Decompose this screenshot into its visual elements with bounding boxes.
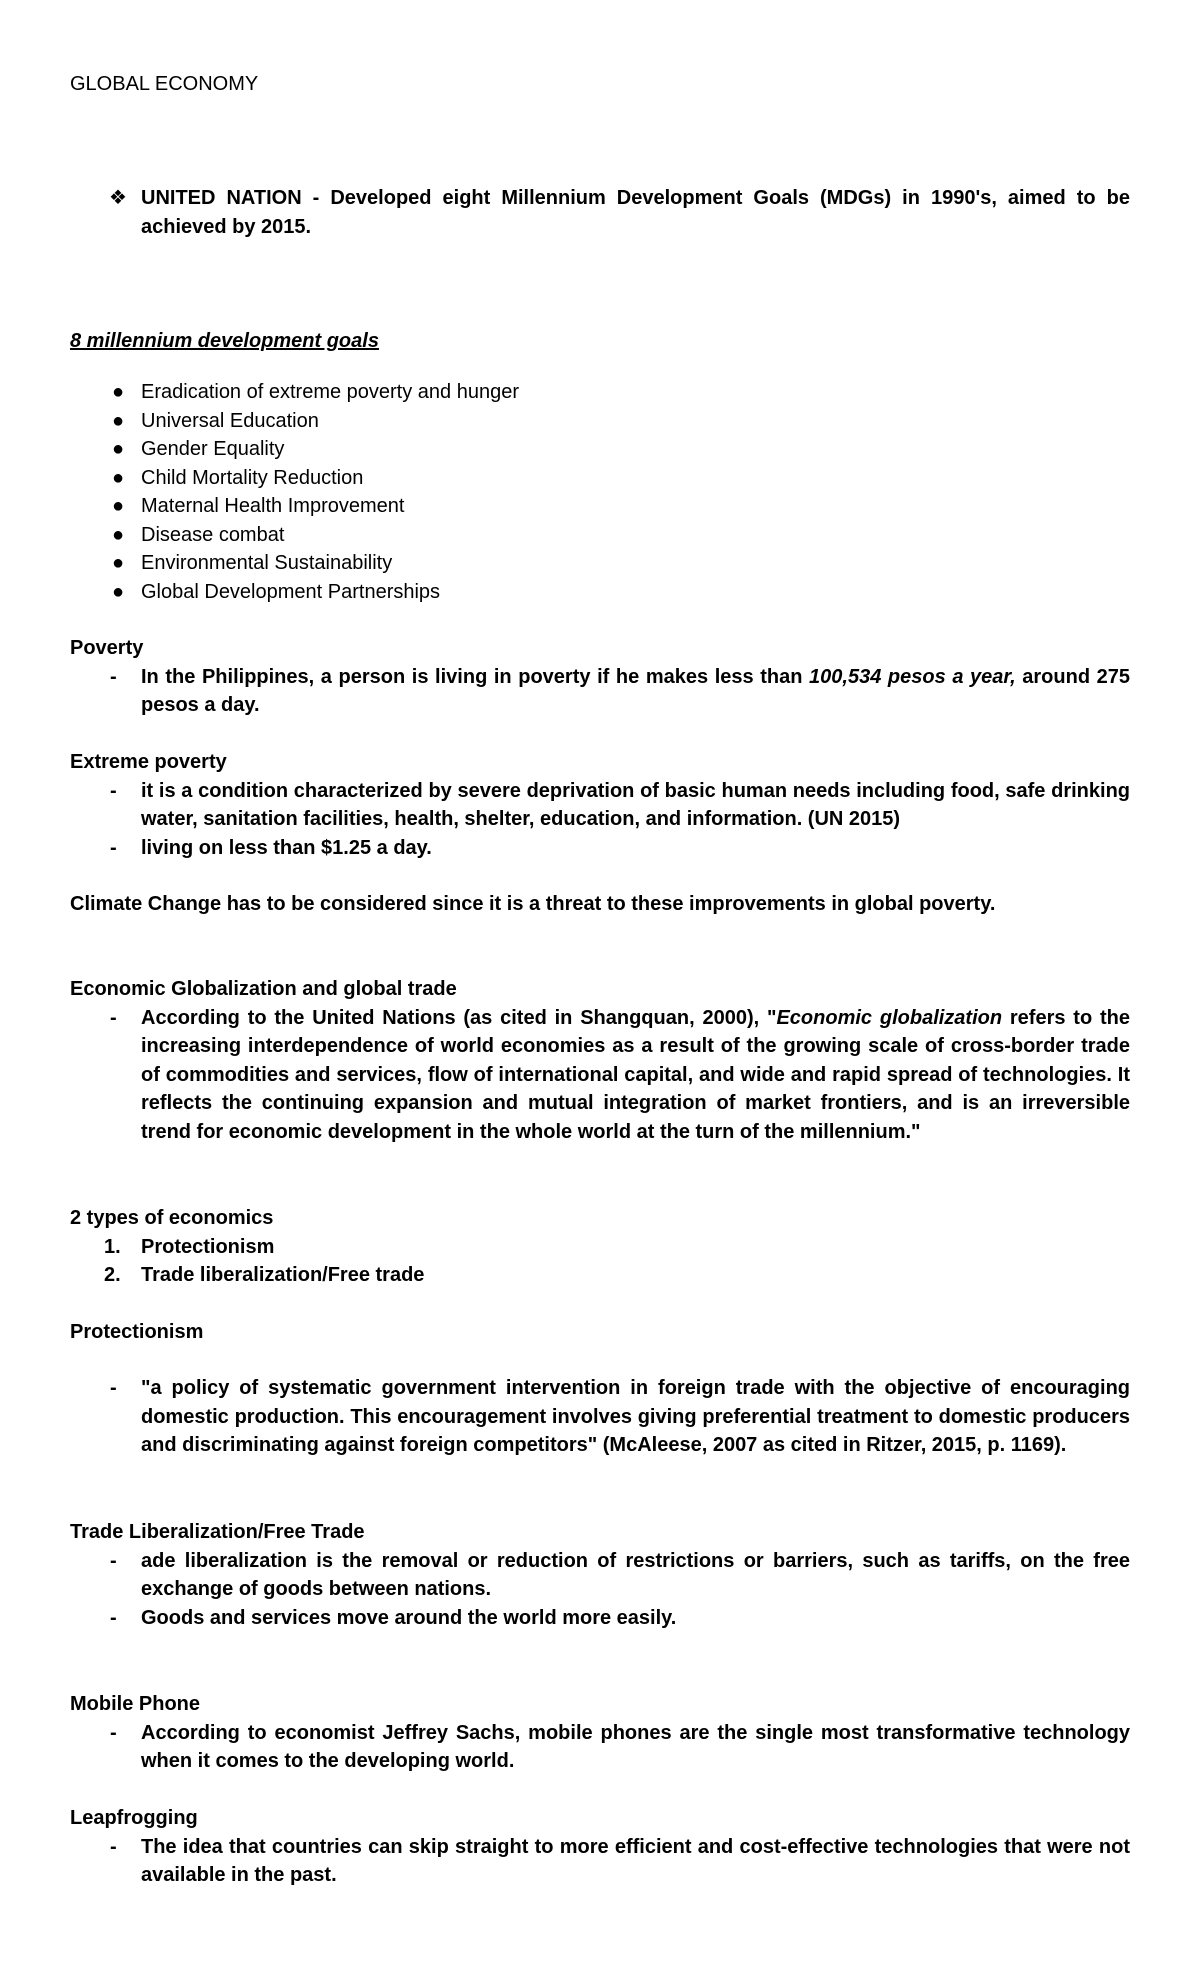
list-item	[70, 578, 1130, 607]
section-heading: 2 types of economics	[70, 1207, 274, 1229]
trade-item: ade liberalization is the removal or reduction of restrictions or barriers, such as tariffs, on the free exchange of goods between nations.	[141, 1549, 1130, 1600]
dash-bullet: -	[110, 1606, 117, 1629]
poverty-text	[141, 663, 1130, 720]
diamond-bullet-icon: ❖	[109, 187, 127, 209]
section-heading: Mobile Phone	[70, 1693, 200, 1715]
mdg-item: Child Mortality Reduction	[141, 466, 364, 489]
list-item	[70, 1833, 1130, 1890]
text-span: refers to the increasing interdependence of world economies as a result of the growing scale of cross-border trade of commodities and services, flow of international capital, and wide and rapid spread of technologies. It reflects the continuing expansion and mutual integration of market frontiers, and is an irreversible trend for economic development in the whole world at the turn of the millennium."	[141, 1006, 1130, 1143]
extreme-item: it is a condition characterized by severe deprivation of basic human needs including food, safe drinking water, sanitation facilities, health, shelter, education, and information. (UN 2015)	[141, 779, 1130, 830]
globalization-section	[70, 975, 1130, 1146]
section-heading: Extreme poverty	[70, 751, 227, 773]
list-item	[70, 407, 1130, 436]
list-number: 1.	[104, 1235, 121, 1258]
list-item	[70, 1604, 1130, 1633]
dash-bullet: -	[110, 1377, 117, 1399]
bullet-icon: ●	[111, 409, 125, 432]
trade-section	[70, 1518, 1130, 1632]
types-section	[70, 1204, 1130, 1290]
type-item: Protectionism	[141, 1235, 275, 1258]
list-item	[70, 777, 1130, 834]
section-heading: Leapfrogging	[70, 1807, 198, 1829]
bullet-icon: ●	[111, 466, 125, 489]
dash-bullet: -	[110, 1721, 117, 1744]
bullet-icon: ●	[111, 552, 125, 574]
dash-bullet: -	[110, 1549, 117, 1572]
bullet-icon: ●	[111, 495, 125, 517]
list-item	[70, 1233, 1130, 1262]
poverty-section	[70, 634, 1130, 720]
type-item: Trade liberalization/Free trade	[141, 1264, 425, 1286]
text-span: In the Philippines, a person is living in poverty if he makes less than	[141, 665, 810, 688]
list-item	[70, 492, 1130, 521]
mdg-item: Eradication of extreme poverty and hunger	[141, 381, 519, 403]
un-text: UNITED NATION - Developed eight Millennium Development Goals (MDGs) in 1990's, aimed to be achieved by 2015.	[141, 187, 1130, 238]
list-item	[70, 549, 1130, 578]
protectionism-body	[70, 1374, 1130, 1460]
section-heading: Trade Liberalization/Free Trade	[70, 1521, 365, 1543]
list-item	[70, 464, 1130, 493]
leapfrogging-text: The idea that countries can skip straight to more efficient and cost-effective technologies that were not available in the past.	[141, 1835, 1130, 1886]
mobile-section	[70, 1690, 1130, 1776]
mdg-list	[70, 378, 1130, 606]
emphasis-text: Economic globalization	[776, 1006, 1003, 1029]
mdg-item: Gender Equality	[141, 438, 285, 460]
bullet-icon: ●	[111, 438, 125, 460]
globalization-text	[141, 1004, 1130, 1147]
section-heading: Economic Globalization and global trade	[70, 978, 457, 1000]
list-item	[70, 1261, 1130, 1290]
mdg-item: Universal Education	[141, 409, 319, 432]
mdg-item: Environmental Sustainability	[141, 552, 393, 574]
mdg-item: Maternal Health Improvement	[141, 495, 405, 517]
list-item	[70, 663, 1130, 720]
bullet-icon: ●	[111, 523, 125, 546]
list-item	[70, 1004, 1130, 1147]
protectionism-section	[70, 1318, 1130, 1347]
list-item	[70, 834, 1130, 863]
text-span: around 275 pesos a day.	[141, 665, 1131, 716]
text-span: According to the United Nations (as cited in Shangquan, 2000), "	[141, 1006, 777, 1029]
list-number: 2.	[104, 1264, 121, 1286]
list-item	[70, 1547, 1130, 1604]
extreme-item: living on less than $1.25 a day.	[141, 836, 432, 859]
list-item	[70, 521, 1130, 550]
mdg-heading: 8 millennium development goals	[70, 330, 379, 352]
dash-bullet: -	[110, 1006, 117, 1029]
leapfrogging-section	[70, 1804, 1130, 1890]
dash-bullet: -	[110, 1835, 117, 1858]
bullet-icon: ●	[111, 580, 125, 603]
dash-bullet: -	[110, 665, 117, 688]
protectionism-text: "a policy of systematic government intervention in foreign trade with the objective of encouraging domestic production. This encouragement involves giving preferential treatment to domestic producers and discriminating against foreign competitors" (McAleese, 2007 as cited in Ritzer, 2015, p. 1169).	[141, 1377, 1130, 1456]
mobile-text: According to economist Jeffrey Sachs, mobile phones are the single most transformative technology when it comes to the developing world.	[141, 1721, 1130, 1772]
list-item	[70, 435, 1130, 464]
mdg-item: Disease combat	[141, 523, 285, 546]
page-title: GLOBAL ECONOMY	[70, 73, 259, 95]
climate-statement: Climate Change has to be considered since it is a threat to these improvements in global poverty.	[70, 893, 996, 915]
list-item	[70, 1374, 1130, 1460]
dash-bullet: -	[110, 779, 117, 802]
bullet-icon: ●	[111, 381, 125, 403]
section-heading: Poverty	[70, 637, 144, 659]
emphasis-text: 100,534 pesos a year,	[809, 665, 1016, 688]
trade-item: Goods and services move around the world more easily.	[141, 1606, 677, 1629]
list-item	[70, 1719, 1130, 1776]
mdg-item: Global Development Partnerships	[141, 580, 441, 603]
dash-bullet: -	[110, 836, 117, 859]
list-item	[70, 378, 1130, 407]
extreme-poverty-section	[70, 748, 1130, 862]
section-heading: Protectionism	[70, 1321, 204, 1343]
